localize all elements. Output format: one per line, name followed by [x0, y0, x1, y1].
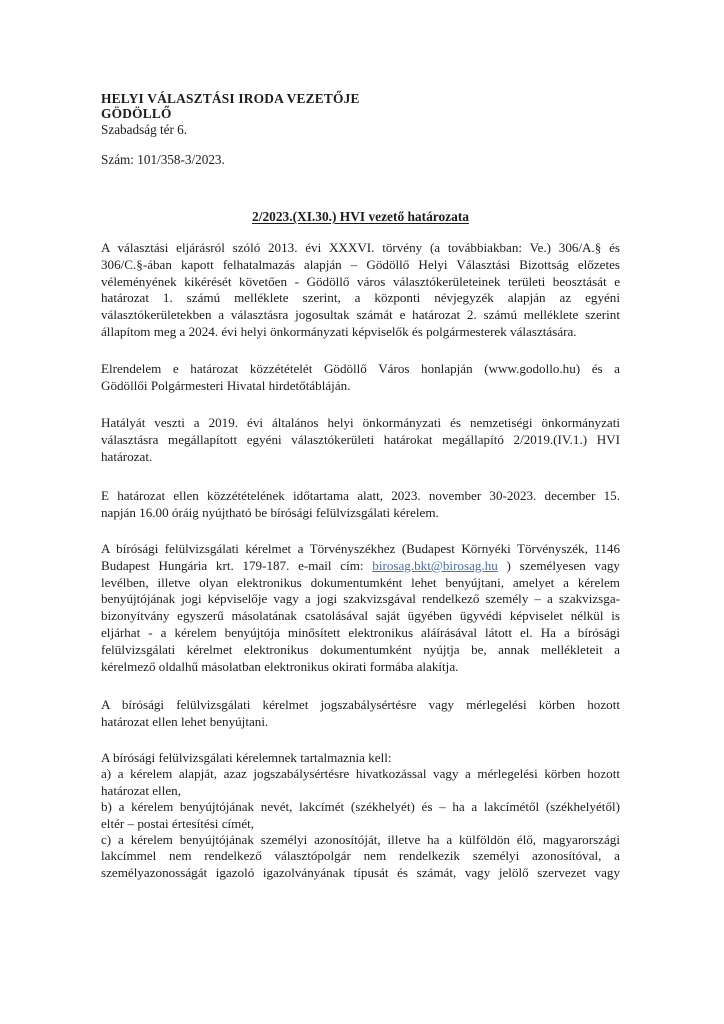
text-line: napján 16.00 óráig nyújtható be bírósági felülvizsgálati kérelem. — [101, 504, 439, 520]
list-item-line: b) a kérelem benyújtójának nevét, lakcímét (székhelyét) és – ha a lakcímétől (székhelyétől) — [101, 799, 620, 815]
list-item-line: személyazonosságát igazoló igazolványának típusát és számát, vagy jelölő szervezet vagy — [101, 864, 620, 880]
court-email-link[interactable]: birosag.bkt@birosag.hu — [372, 557, 498, 573]
text-line: A bírósági felülvizsgálati kérelmet a Törvényszékhez (Budapest Környéki Törvényszék, 1146 — [101, 541, 620, 556]
text-line: véleményének kikérését követően - Gödöllő város választókerületeinek területi beosztását e — [101, 273, 620, 289]
paragraph-repeal — [101, 415, 620, 465]
paragraph-deadline — [101, 488, 620, 522]
list-item-line: lakcímmel nem rendelkező választópolgár nem rendelkezik személyi azonosítóval, a — [101, 848, 620, 864]
office-address: Szabadság tér 6. — [101, 122, 188, 137]
text-line: felülvizsgálati kérelmet elektronikus dokumentumként nyújtja be, annak mellékleteit a — [101, 641, 620, 657]
text-line: Budapest Hungária krt. 179-187. e-mail cím: birosag.bkt@birosag.hu ) személyesen vagy — [101, 557, 620, 573]
decision-title: 2/2023.(XI.30.) HVI vezető határozata — [252, 209, 469, 224]
text-line: Elrendelem e határozat közzétételét Gödöllő Város honlapján (www.godollo.hu) és a — [101, 361, 620, 376]
list-item-line: eltér – postai értesítési címét, — [101, 815, 255, 831]
text-line: választókerületekben a választásra jogosultak számát e határozat 2. számú melléklete szerint — [101, 307, 620, 323]
city-name: GÖDÖLLŐ — [101, 106, 172, 121]
text-line: benyújtójának jogi képviselője vagy a jogi szakvizsgával rendelkező személy – a szakvizsga- — [101, 591, 620, 607]
text-line: 306/C.§-ában kapott felhatalmazás alapján – Gödöllő Helyi Választási Bizottság előzetes — [101, 256, 620, 272]
office-name: HELYI VÁLASZTÁSI IRODA VEZETŐJE — [101, 91, 360, 106]
text-line: kérelmező oldalhű másolatban elektronikus okirati formába alakítja. — [101, 658, 459, 674]
text-line: eljárhat - a kérelem benyújtója minősített elektronikus aláírásával látott el. Ha a bírósági — [101, 624, 620, 640]
text-line: határozat ellen lehet benyújtani. — [101, 713, 269, 729]
text-line: A bírósági felülvizsgálati kérelmet jogszabálysértésre vagy mérlegelési körben hozott — [101, 697, 620, 712]
text-line: levélben, illetve olyan elektronikus dokumentumként lehet benyújtani, amelyet a kérelem — [101, 574, 620, 590]
paragraph-submission — [101, 541, 620, 675]
text-line: Gödöllői Polgármesteri Hivatal hirdetőtábláján. — [101, 377, 351, 393]
text-line: bizonyítvány egyszerű másolatának csatolásával saját ügyében ügyvédi képviselet nélkül is — [101, 608, 620, 624]
reference-number: Szám: 101/358-3/2023. — [101, 152, 225, 167]
paragraph-publication — [101, 361, 620, 395]
text-line: Hatályát veszti a 2019. évi általános helyi önkormányzati és nemzetiségi önkormányzati — [101, 415, 620, 430]
requirements-intro: A bírósági felülvizsgálati kérelemnek tartalmaznia kell: — [101, 750, 392, 765]
requirements-list — [101, 750, 620, 881]
list-item-line: határozat ellen, — [101, 782, 181, 798]
list-item-line: c) a kérelem benyújtójának személyi azonosítóját, illetve ha a külföldön élő, magyarországi — [101, 832, 620, 848]
paragraph-grounds — [101, 697, 620, 731]
text-line: határozat. — [101, 448, 153, 464]
text-line: határozat 1. számú melléklete szerint, a központi névjegyzék alapján az egyéni — [101, 290, 620, 306]
text-line: A választási eljárásról szóló 2013. évi XXXVI. törvény (a továbbiakban: Ve.) 306/A.§ és — [101, 240, 620, 255]
list-item-line: a) a kérelem alapját, azaz jogszabálysértésre hivatkozással vagy a mérlegelési körben hozott — [101, 766, 620, 782]
text-line: választásra megállapított egyéni választókerületi határokat megállapító 2/2019.(IV.1.) HVI — [101, 431, 620, 447]
paragraph-decision — [101, 240, 620, 341]
text-line: E határozat ellen közzétételének időtartama alatt, 2023. november 30-2023. december 15. — [101, 488, 620, 503]
text-line: állapítom meg a 2024. évi helyi önkormányzati képviselők és polgármesterek választására. — [101, 323, 577, 339]
